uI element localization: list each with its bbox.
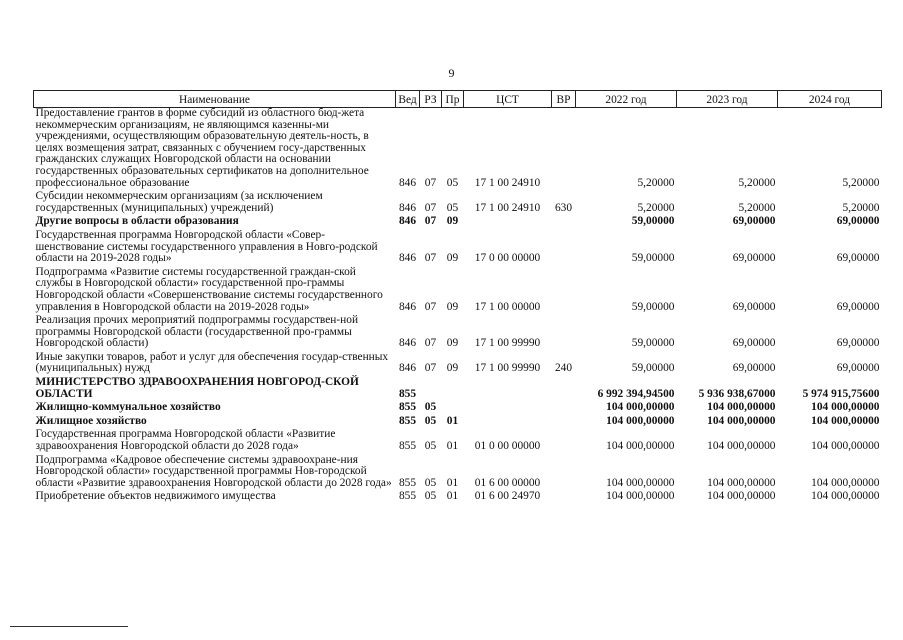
cell-rz: 05 xyxy=(424,414,437,427)
cell-rz: 05 xyxy=(424,476,437,489)
cell-name: МИНИСТЕРСТВО ЗДРАВООХРАНЕНИЯ НОВГОРОД-СКОЙ ОБЛАСТИ xyxy=(35,376,359,400)
cell-2023: 104 000,00000 xyxy=(707,401,776,414)
cell-name: Жилищное хозяйство xyxy=(35,414,147,427)
cell-vr xyxy=(552,416,576,430)
table-header-row xyxy=(34,91,882,108)
cell-name: Подпрограмма «Развитие системы государственной граждан-ской службы в Новгородской области» государственной про-граммы Новгородской области «Совершенствование системы государственного управления в Новгородской области на 2019-2028 годы» xyxy=(35,265,383,313)
cell-vr xyxy=(552,108,576,192)
cell-cst: 17 0 00 00000 xyxy=(474,252,541,265)
table-row xyxy=(34,230,882,267)
cell-rz: 05 xyxy=(424,490,437,503)
cell-name: Приобретение объектов недвижимого имущества xyxy=(35,490,276,503)
cell-rz: 07 xyxy=(424,300,437,313)
cell-pr: 05 xyxy=(446,176,459,189)
table-row xyxy=(34,267,882,315)
cell-rz: 07 xyxy=(424,201,437,214)
cell-2024: 5,20000 xyxy=(842,201,880,214)
cell-2023: 104 000,00000 xyxy=(707,440,776,453)
cell-vr xyxy=(552,267,576,315)
cell-vr: 240 xyxy=(554,362,573,375)
cell-ved: 846 xyxy=(398,215,417,228)
cell-2023: 104 000,00000 xyxy=(707,414,776,427)
cell-2023: 5 936 938,67000 xyxy=(698,387,776,400)
cell-2023: 5,20000 xyxy=(738,201,776,214)
cell-pr: 09 xyxy=(446,337,459,350)
header-vr: ВР xyxy=(552,91,576,108)
cell-2022: 104 000,00000 xyxy=(606,401,675,414)
cell-pr: 09 xyxy=(446,362,459,375)
header-rz: РЗ xyxy=(420,91,442,108)
cell-ved: 855 xyxy=(398,476,417,489)
cell-pr: 01 xyxy=(446,440,459,453)
cell-name: Иные закупки товаров, работ и услуг для обеспечения государ-ственных (муниципальных) нужд xyxy=(35,350,389,375)
table-row xyxy=(34,191,882,216)
cell-cst xyxy=(464,216,552,230)
cell-vr xyxy=(552,491,576,505)
cell-name: Предоставление грантов в форме субсидий из областного бюд-жета некоммерческим организациям, не являющимся казенны-ми учреждениями, осуществляющим образовательную деятель-ность, в целях возмещения затрат, связанных с обучением госу-дарственных гражданских служащих Новгородской области на основании государственных образовательных сертификатов на дополнительное профессиональное образование xyxy=(35,107,369,189)
cell-pr: 09 xyxy=(446,300,459,313)
cell-name: Государственная программа Новгородской области «Развитие здравоохранения Новгородской области до 2028 года» xyxy=(35,428,336,453)
cell-pr xyxy=(442,402,464,416)
cell-2024: 69,00000 xyxy=(836,252,880,265)
cell-name: Другие вопросы в области образования xyxy=(35,215,239,228)
cell-2023: 69,00000 xyxy=(732,252,776,265)
header-2024: 2024 год xyxy=(778,91,882,108)
cell-2023: 104 000,00000 xyxy=(707,476,776,489)
cell-ved: 846 xyxy=(398,362,417,375)
cell-2023: 104 000,00000 xyxy=(707,490,776,503)
cell-2023: 69,00000 xyxy=(732,215,776,228)
cell-cst: 01 0 00 00000 xyxy=(474,440,541,453)
table-row xyxy=(34,402,882,416)
cell-pr: 05 xyxy=(446,201,459,214)
cell-rz: 05 xyxy=(424,401,437,414)
cell-pr: 01 xyxy=(446,414,459,427)
cell-2024: 5 974 915,75600 xyxy=(802,387,880,400)
cell-vr xyxy=(552,377,576,402)
cell-rz xyxy=(420,377,442,402)
cell-2024: 5,20000 xyxy=(842,176,880,189)
cell-cst xyxy=(464,416,552,430)
cell-2024: 69,00000 xyxy=(836,215,880,228)
cell-vr xyxy=(552,230,576,267)
header-name: Наименование xyxy=(34,91,396,108)
cell-vr: 630 xyxy=(554,201,573,214)
table-body xyxy=(34,108,882,506)
cell-cst: 01 6 00 24970 xyxy=(474,490,541,503)
cell-2022: 6 992 394,94500 xyxy=(597,387,675,400)
cell-ved: 846 xyxy=(398,201,417,214)
cell-rz: 07 xyxy=(424,252,437,265)
cell-2022: 59,00000 xyxy=(631,300,675,313)
cell-rz: 07 xyxy=(424,337,437,350)
cell-2024: 69,00000 xyxy=(836,337,880,350)
cell-2023: 69,00000 xyxy=(732,362,776,375)
cell-name: Субсидии некоммерческим организациям (за исключением государственных (муниципальных) учреждений) xyxy=(35,190,323,214)
cell-name: Жилищно-коммунальное хозяйство xyxy=(35,401,221,414)
cell-2024: 104 000,00000 xyxy=(811,414,880,427)
cell-vr xyxy=(552,429,576,454)
cell-cst: 17 1 00 24910 xyxy=(474,176,541,189)
cell-2022: 104 000,00000 xyxy=(606,490,675,503)
cell-name: Государственная программа Новгородской области «Совер-шенствование системы государственного управления в Новго-родской области на 2019-2028 годы» xyxy=(35,228,378,265)
header-pr: Пр xyxy=(442,91,464,108)
cell-vr xyxy=(552,315,576,352)
cell-vr xyxy=(552,402,576,416)
cell-vr xyxy=(552,216,576,230)
cell-2023: 69,00000 xyxy=(732,337,776,350)
cell-pr: 09 xyxy=(446,215,459,228)
cell-cst xyxy=(464,402,552,416)
cell-cst xyxy=(464,377,552,402)
cell-2022: 104 000,00000 xyxy=(606,476,675,489)
cell-ved: 855 xyxy=(398,401,417,414)
cell-ved: 855 xyxy=(398,490,417,503)
cell-name: Реализация прочих мероприятий подпрограммы государствен-ной программы Новгородской области (государственной про-граммы Новгородской области) xyxy=(35,314,359,350)
cell-2024: 69,00000 xyxy=(836,362,880,375)
cell-ved: 855 xyxy=(398,440,417,453)
cell-cst: 17 1 00 24910 xyxy=(474,201,541,214)
cell-cst: 17 1 00 00000 xyxy=(474,300,541,313)
cell-2023: 69,00000 xyxy=(732,300,776,313)
cell-2024: 104 000,00000 xyxy=(811,490,880,503)
table-row xyxy=(34,315,882,352)
cell-cst: 17 1 00 99990 xyxy=(474,337,541,350)
cell-rz: 05 xyxy=(424,440,437,453)
cell-2022: 59,00000 xyxy=(631,215,675,228)
cell-ved: 855 xyxy=(398,414,417,427)
cell-2024: 104 000,00000 xyxy=(811,401,880,414)
cell-pr: 09 xyxy=(446,252,459,265)
cell-ved: 846 xyxy=(398,252,417,265)
cell-pr: 01 xyxy=(446,490,459,503)
header-2023: 2023 год xyxy=(677,91,778,108)
table-row xyxy=(34,352,882,377)
cell-rz: 07 xyxy=(424,215,437,228)
cell-ved: 846 xyxy=(398,300,417,313)
table-row xyxy=(34,429,882,454)
cell-2022: 104 000,00000 xyxy=(606,440,675,453)
cell-2022: 59,00000 xyxy=(631,337,675,350)
cell-vr xyxy=(552,455,576,492)
cell-cst: 17 1 00 99990 xyxy=(474,362,541,375)
table-row xyxy=(34,455,882,492)
cell-name: Подпрограмма «Кадровое обеспечение системы здравоохране-ния Новгородской области» государственной программы Нов-городской области «Развитие здравоохранения Новгородской области до 2028 года» xyxy=(35,453,392,489)
cell-rz: 07 xyxy=(424,362,437,375)
cell-ved: 855 xyxy=(398,387,417,400)
cell-rz: 07 xyxy=(424,176,437,189)
header-cst: ЦСТ xyxy=(464,91,552,108)
cell-2022: 59,00000 xyxy=(631,252,675,265)
cell-2022: 59,00000 xyxy=(631,362,675,375)
cell-cst: 01 6 00 00000 xyxy=(474,476,541,489)
budget-table xyxy=(33,90,882,505)
cell-2022: 5,20000 xyxy=(637,176,675,189)
header-2022: 2022 год xyxy=(576,91,677,108)
table-row xyxy=(34,377,882,402)
table-row xyxy=(34,216,882,230)
cell-2022: 104 000,00000 xyxy=(606,414,675,427)
cell-pr xyxy=(442,377,464,402)
table-row xyxy=(34,416,882,430)
cell-2024: 104 000,00000 xyxy=(811,476,880,489)
cell-2024: 104 000,00000 xyxy=(811,440,880,453)
cell-2022: 5,20000 xyxy=(637,201,675,214)
cell-ved: 846 xyxy=(398,337,417,350)
header-ved: Вед xyxy=(396,91,420,108)
cell-2024: 69,00000 xyxy=(836,300,880,313)
cell-pr: 01 xyxy=(446,476,459,489)
cell-2023: 5,20000 xyxy=(738,176,776,189)
table-row xyxy=(34,108,882,192)
footnote-divider xyxy=(10,626,128,627)
table-row xyxy=(34,491,882,505)
cell-ved: 846 xyxy=(398,176,417,189)
page-number: 9 xyxy=(448,66,455,80)
